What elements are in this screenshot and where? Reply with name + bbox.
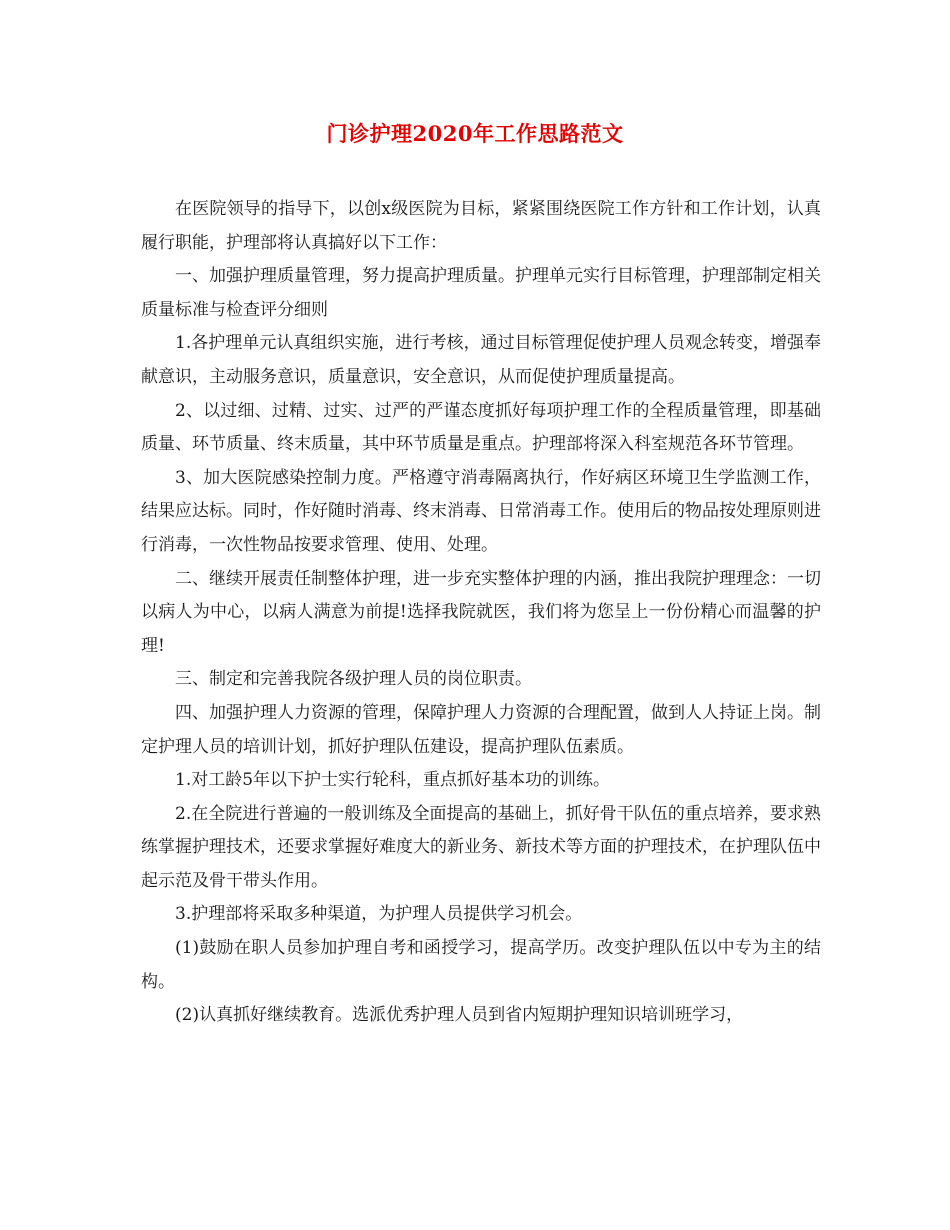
paragraph-item-1-2: 2、以过细、过精、过实、过严的严谨态度抓好每项护理工作的全程质量管理，即基础质量、环节质量、终末质量，其中环节质量是重点。护理部将深入科室规范各环节管理。 [141,400,821,455]
paragraph-item-4-2: 2.在全院进行普遍的一般训练及全面提高的基础上，抓好骨干队伍的重点培养，要求熟练掌握护理技术，还要求掌握好难度大的新业务、新技术等方面的护理技术，在护理队伍中起示范及骨干带头作用。 [141,803,821,891]
paragraph-subitem-1: (1)鼓励在职人员参加护理自考和函授学习，提高学历。改变护理队伍以中专为主的结构。 [141,938,821,992]
paragraph-section-3: 三、制定和完善我院各级护理人员的岗位职责。 [175,669,532,690]
paragraph-section-4: 四、加强护理人力资源的管理，保障护理人力资源的合理配置，做到人人持证上岗。制定护理人员的培训计划，抓好护理队伍建设，提高护理队伍素质。 [141,702,821,757]
paragraph-item-4-1: 1.对工龄5年以下护士实行轮科，重点抓好基本功的训练。 [175,770,611,791]
paragraph-item-4-3: 3.护理部将采取多种渠道，为护理人员提供学习机会。 [175,904,583,925]
document-title: 门诊护理2020年工作思路范文 [326,121,624,146]
paragraph-section-2: 二、继续开展责任制整体护理，进一步充实整体护理的内涵，推出我院护理理念：一切以病人为中心，以病人满意为前提!选择我院就医，我们将为您呈上一份份精心而温馨的护理! [141,568,821,656]
paragraph-intro: 在医院领导的指导下，以创x级医院为目标，紧紧围绕医院工作方针和工作计划，认真履行职能，护理部将认真搞好以下工作： [141,199,821,253]
document-body [141,193,821,1033]
paragraph-section-1: 一、加强护理质量管理，努力提高护理质量。护理单元实行目标管理，护理部制定相关质量标准与检查评分细则 [141,266,821,320]
paragraph-item-1-1: 1.各护理单元认真组织实施，进行考核，通过目标管理促使护理人员观念转变，增强奉献意识，主动服务意识，质量意识，安全意识，从而促使护理质量提高。 [141,333,821,387]
paragraph-item-1-3: 3、加大医院感染控制力度。严格遵守消毒隔离执行，作好病区环境卫生学监测工作，结果应达标。同时，作好随时消毒、终末消毒、日常消毒工作。使用后的物品按处理原则进行消毒，一次性物品按要求管理、使用、处理。 [141,467,821,555]
paragraph-subitem-2: (2)认真抓好继续教育。选派优秀护理人员到省内短期护理知识培训班学习， [175,1005,744,1026]
